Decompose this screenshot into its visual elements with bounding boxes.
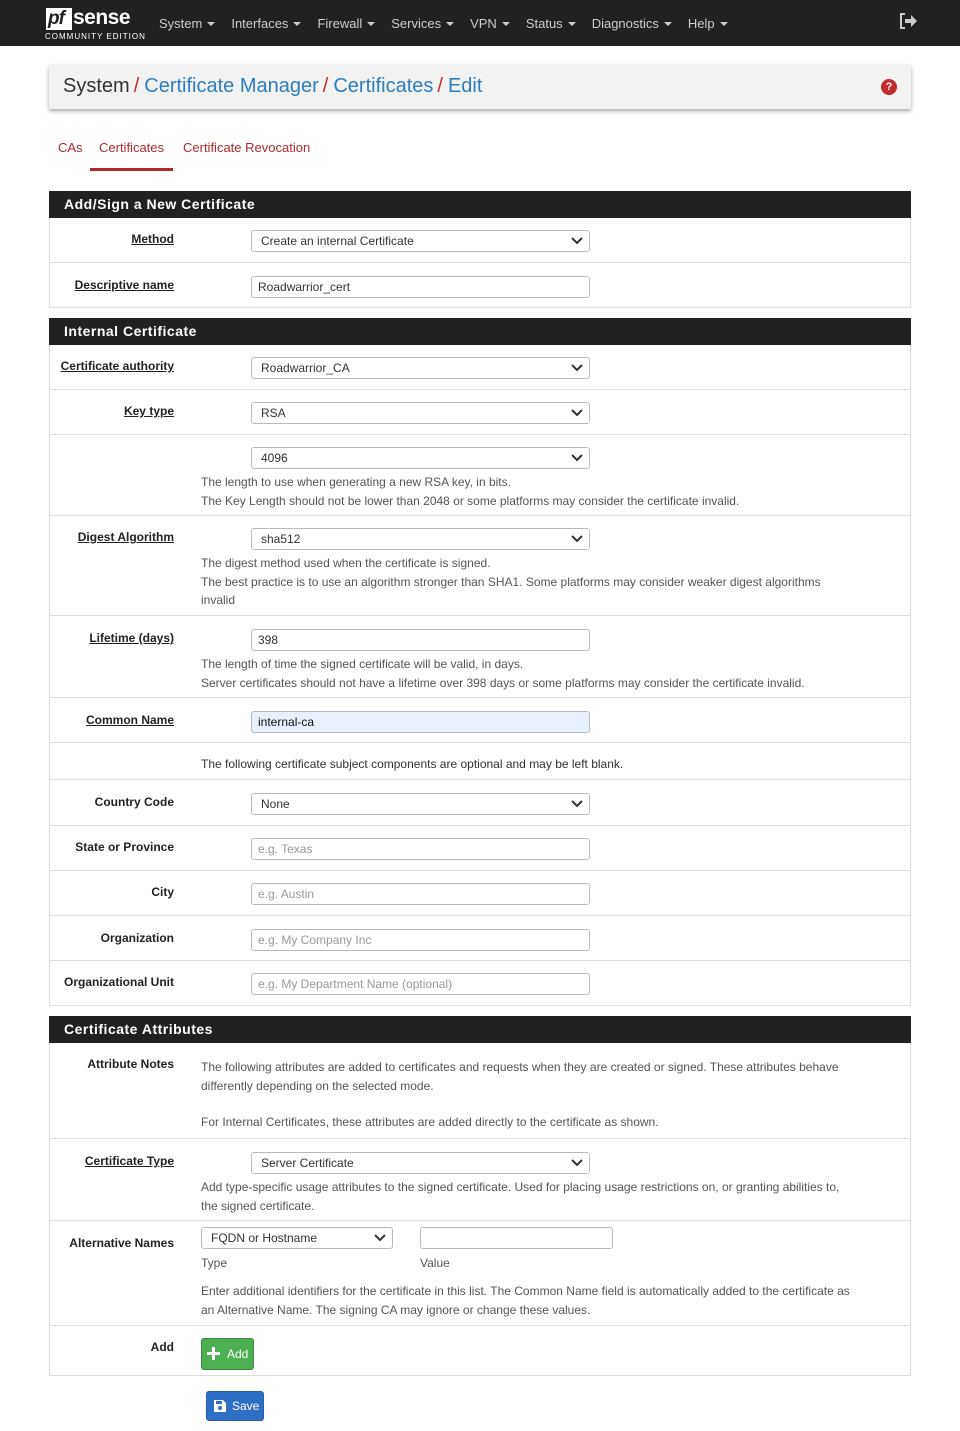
common-name-input[interactable]: internal-ca	[251, 711, 590, 733]
alt-name-value-caption: Value	[420, 1256, 450, 1270]
descriptive-name-input[interactable]: Roadwarrior_cert	[251, 276, 590, 298]
digest-algorithm-help: The digest method used when the certificate is signed. The best practice is to use an algorithm stronger than SHA1. Some platforms may consider weaker digest algorithms invalid	[201, 556, 821, 607]
chevron-down-icon	[571, 454, 583, 462]
digest-algorithm-label[interactable]: Digest Algorithm	[77, 530, 174, 544]
tab-certificates[interactable]: Certificates	[99, 140, 165, 155]
plus-icon	[207, 1347, 220, 1360]
state-label: State or Province	[75, 840, 174, 854]
descriptive-name-label[interactable]: Descriptive name	[74, 278, 174, 292]
breadcrumb-system: System	[63, 75, 130, 97]
menu-firewall[interactable]: Firewall	[317, 16, 375, 31]
top-navbar	[0, 0, 960, 46]
certificate-authority-select[interactable]: Roadwarrior_CA	[251, 357, 590, 379]
attribute-notes-label: Attribute Notes	[87, 1057, 174, 1071]
breadcrumb-separator: /	[133, 75, 140, 97]
tab-certificate-revocation[interactable]: Certificate Revocation	[183, 140, 311, 155]
row-organization	[50, 916, 910, 961]
add-button-label: Add	[227, 1347, 249, 1361]
menu-help[interactable]: Help	[688, 16, 728, 31]
caret-down-icon	[664, 22, 672, 26]
save-button-label: Save	[232, 1399, 260, 1413]
organizational-unit-label: Organizational Unit	[63, 975, 174, 989]
certificate-authority-label[interactable]: Certificate authority	[60, 359, 174, 373]
section-internal-heading: Internal Certificate	[49, 318, 911, 345]
key-length-select[interactable]: 4096	[251, 447, 590, 469]
chevron-down-icon	[571, 409, 583, 417]
key-length-help: The length to use when generating a new RSA key, in bits. The Key Length should not be lower than 2048 or some platforms may consider the certificate invalid.	[201, 475, 740, 508]
row-add	[50, 1326, 910, 1376]
digest-algorithm-select[interactable]: sha512	[251, 528, 590, 550]
certificate-type-select[interactable]: Server Certificate	[251, 1152, 590, 1174]
row-country-code	[50, 780, 910, 826]
key-type-label[interactable]: Key type	[123, 404, 174, 418]
caret-down-icon	[720, 22, 728, 26]
alternative-names-label: Alternative Names	[69, 1236, 174, 1250]
country-code-label: Country Code	[94, 795, 174, 809]
row-organizational-unit	[50, 961, 910, 1006]
row-certificate-authority	[50, 345, 910, 390]
row-certificate-type	[50, 1139, 910, 1221]
key-type-select[interactable]: RSA	[251, 402, 590, 424]
chevron-down-icon	[571, 364, 583, 372]
caret-down-icon	[446, 22, 454, 26]
method-label[interactable]: Method	[131, 232, 174, 246]
breadcrumb-certificates[interactable]: Certificates	[333, 75, 434, 97]
pfsense-logo[interactable]	[46, 4, 146, 42]
breadcrumb-bar	[49, 65, 911, 109]
add-button[interactable]	[201, 1338, 254, 1370]
tab-cas[interactable]: CAs	[58, 140, 83, 155]
organizational-unit-input[interactable]: e.g. My Department Name (optional)	[251, 973, 590, 995]
breadcrumb-separator: /	[322, 75, 329, 97]
logo-edition: COMMUNITY EDITION	[45, 32, 146, 41]
country-code-select[interactable]: None	[251, 793, 590, 815]
lifetime-help: The length of time the signed certificate will be valid, in days. Server certificates should not have a lifetime over 398 days or some platforms may consider the certificate invalid.	[201, 657, 805, 690]
chevron-down-icon	[374, 1234, 386, 1242]
alt-name-type-caption: Type	[201, 1256, 228, 1270]
caret-down-icon	[502, 22, 510, 26]
chevron-down-icon	[571, 1159, 583, 1167]
help-icon[interactable]: ?	[881, 79, 897, 95]
caret-down-icon	[568, 22, 576, 26]
row-alternative-names	[50, 1221, 910, 1326]
certificate-type-help: Add type-specific usage attributes to the signed certificate. Used for placing usage restrictions on, or granting abilities to, the signed certificate.	[201, 1180, 840, 1213]
breadcrumb-edit[interactable]: Edit	[447, 75, 483, 97]
add-label: Add	[150, 1340, 174, 1354]
menu-interfaces[interactable]: Interfaces	[231, 16, 301, 31]
caret-down-icon	[207, 22, 215, 26]
logo-pf: pf	[46, 8, 72, 30]
save-button[interactable]	[206, 1391, 264, 1421]
menu-system[interactable]: System	[159, 16, 215, 31]
row-city	[50, 871, 910, 916]
row-descriptive-name	[50, 263, 910, 307]
row-method	[50, 218, 910, 263]
breadcrumb-separator: /	[437, 75, 443, 97]
row-key-length	[50, 435, 910, 516]
common-name-label[interactable]: Common Name	[85, 713, 174, 727]
caret-down-icon	[367, 22, 375, 26]
menu-diagnostics[interactable]: Diagnostics	[592, 16, 672, 31]
organization-input[interactable]: e.g. My Company Inc	[251, 929, 590, 951]
attribute-notes-text: The following attributes are added to certificates and requests when they are created or signed. These attributes behave differently depending on the selected mode. For Internal Certificates, these attributes are added directly to the certificate as shown.	[201, 1060, 839, 1129]
row-attribute-notes	[50, 1043, 910, 1139]
menu-status[interactable]: Status	[526, 16, 576, 31]
menu-services[interactable]: Services	[391, 16, 454, 31]
city-label: City	[151, 885, 174, 899]
save-icon	[213, 1399, 227, 1413]
section-attributes-heading: Certificate Attributes	[49, 1016, 911, 1043]
row-digest-algorithm	[50, 516, 910, 616]
row-common-name	[50, 698, 910, 743]
row-key-type	[50, 390, 910, 435]
chevron-down-icon	[571, 237, 583, 245]
logo-sense: sense	[73, 6, 131, 29]
row-state	[50, 826, 910, 871]
city-input[interactable]: e.g. Austin	[251, 883, 590, 905]
chevron-down-icon	[571, 800, 583, 808]
spacer	[201, 1095, 839, 1113]
chevron-down-icon	[571, 535, 583, 543]
alternative-names-help: Enter additional identifiers for the certificate in this list. The Common Name field is automatically added to the certificate as an Alternative Name. The signing CA may ignore or change these values.	[201, 1284, 850, 1317]
lifetime-input[interactable]: 398	[251, 629, 590, 651]
optional-note: The following certificate subject components are optional and may be left blank.	[201, 757, 624, 771]
alt-name-value-input[interactable]	[420, 1227, 613, 1249]
caret-down-icon	[293, 22, 301, 26]
sign-out-icon[interactable]	[899, 13, 917, 29]
row-lifetime	[50, 616, 910, 698]
organization-label: Organization	[100, 931, 174, 945]
lifetime-label[interactable]: Lifetime (days)	[89, 631, 174, 645]
breadcrumb	[63, 75, 482, 98]
menu-vpn[interactable]: VPN	[470, 16, 510, 31]
method-select[interactable]: Create an internal Certificate	[251, 230, 590, 252]
active-tab-indicator	[90, 168, 173, 171]
certificate-type-label[interactable]: Certificate Type	[84, 1154, 174, 1168]
main-menu	[159, 0, 744, 46]
alt-name-type-select[interactable]: FQDN or Hostname	[201, 1227, 393, 1249]
row-optional-note	[50, 743, 910, 780]
state-input[interactable]: e.g. Texas	[251, 838, 590, 860]
section-add-sign-heading: Add/Sign a New Certificate	[49, 191, 911, 218]
breadcrumb-certificate-manager[interactable]: Certificate Manager	[144, 75, 319, 97]
